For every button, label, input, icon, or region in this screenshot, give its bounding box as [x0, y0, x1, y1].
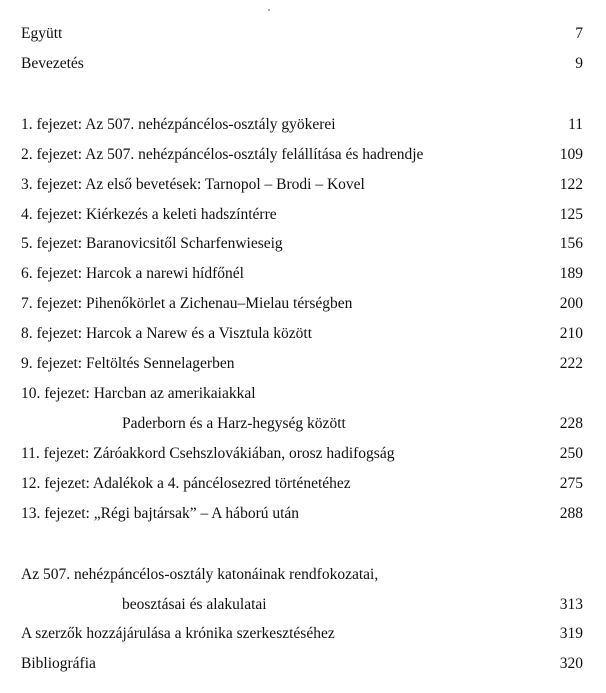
entry-title: 4. fejezet: Kiérkezés a keleti hadszíntérre	[21, 206, 277, 223]
toc-entry-bevezetes[interactable]	[21, 53, 583, 75]
entry-title: 1. fejezet: Az 507. nehézpáncélos-osztály gyökerei	[21, 116, 336, 133]
entry-title: 7. fejezet: Pihenőkörlet a Zichenau–Mielau térségben	[21, 295, 353, 312]
toc-entry-rendfokozatok[interactable]	[21, 564, 583, 586]
entry-page: 288	[559, 505, 583, 522]
entry-title: 13. fejezet: „Régi bajtársak” – A háború után	[21, 505, 300, 522]
entry-title: 3. fejezet: Az első bevetések: Tarnopol – Brodi – Kovel	[21, 176, 365, 193]
entry-title: 11. fejezet: Záróakkord Csehszlovákiában, orosz hadifogság	[21, 445, 395, 462]
toc-entry-chapter-3[interactable]	[21, 174, 583, 196]
entry-page: 122	[559, 176, 583, 193]
toc-entry-chapter-6[interactable]	[21, 263, 583, 285]
entry-title: Az 507. nehézpáncélos-osztály katonáinak rendfokozatai,	[21, 566, 379, 583]
toc-entry-chapter-4[interactable]	[21, 204, 583, 226]
entry-title: 9. fejezet: Feltöltés Sennelagerben	[21, 355, 235, 372]
entry-page: 11	[568, 116, 583, 133]
toc-entry-chapter-11[interactable]	[21, 443, 583, 465]
entry-title-continuation: Paderborn és a Harz-hegység között	[122, 415, 346, 432]
entry-title: 8. fejezet: Harcok a Narew és a Visztula között	[21, 325, 313, 342]
entry-page: 7	[575, 25, 583, 42]
stray-dot	[268, 9, 270, 11]
entry-title: A szerzők hozzájárulása a krónika szerkesztéséhez	[21, 625, 335, 642]
toc-entry-chapter-9[interactable]	[21, 353, 583, 375]
entry-title: 6. fejezet: Harcok a narewi hídfőnél	[21, 265, 244, 282]
entry-page: 156	[559, 235, 583, 252]
entry-title: Együtt	[21, 25, 63, 42]
entry-page: 319	[559, 625, 583, 642]
toc-entry-chapter-12[interactable]	[21, 473, 583, 495]
entry-page: 125	[559, 206, 583, 223]
toc-entry-chapter-10-cont[interactable]	[21, 413, 583, 435]
entry-page: 222	[559, 355, 583, 372]
entry-page: 210	[559, 325, 583, 342]
entry-title-continuation: beosztásai és alakulatai	[122, 596, 267, 613]
toc-entry-chapter-13[interactable]	[21, 503, 583, 525]
entry-title: Bevezetés	[21, 55, 84, 72]
entry-page: 9	[575, 55, 583, 72]
entry-page: 250	[559, 445, 583, 462]
toc-entry-szerzok[interactable]	[21, 623, 583, 645]
toc-entry-egyutt[interactable]	[21, 23, 583, 45]
entry-page: 320	[559, 655, 583, 672]
toc-entry-chapter-7[interactable]	[21, 293, 583, 315]
entry-page: 313	[559, 596, 583, 613]
toc-entry-chapter-8[interactable]	[21, 323, 583, 345]
entry-title: 12. fejezet: Adalékok a 4. páncélosezred történetéhez	[21, 475, 351, 492]
entry-title: 5. fejezet: Baranovicsitől Scharfenwieseig	[21, 235, 283, 252]
entry-title: 2. fejezet: Az 507. nehézpáncélos-osztály felállítása és hadrendje	[21, 146, 424, 163]
toc-entry-bibliografia[interactable]	[21, 653, 583, 675]
toc-entry-chapter-1[interactable]	[21, 114, 583, 136]
entry-page: 109	[559, 146, 583, 163]
entry-title: Bibliográfia	[21, 655, 96, 672]
entry-page: 189	[559, 265, 583, 282]
toc-entry-chapter-10[interactable]	[21, 383, 583, 405]
toc-entry-chapter-2[interactable]	[21, 144, 583, 166]
toc-entry-rendfokozatok-cont[interactable]	[21, 594, 583, 616]
toc-entry-chapter-5[interactable]	[21, 233, 583, 255]
entry-title: 10. fejezet: Harcban az amerikaiakkal	[21, 385, 256, 402]
entry-page: 200	[559, 295, 583, 312]
entry-page: 275	[559, 475, 583, 492]
entry-page: 228	[559, 415, 583, 432]
